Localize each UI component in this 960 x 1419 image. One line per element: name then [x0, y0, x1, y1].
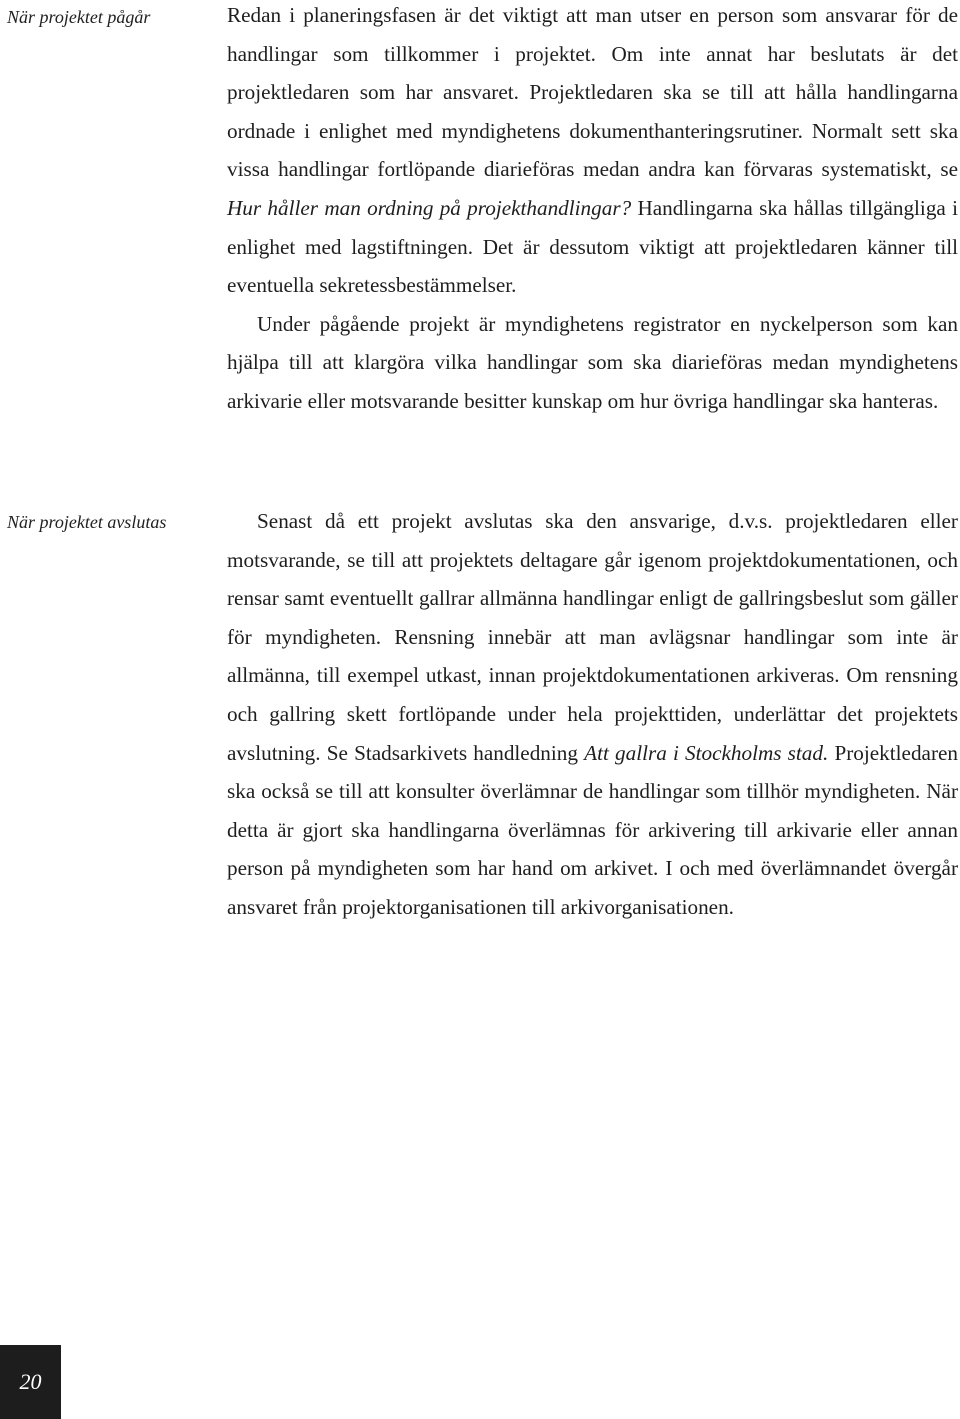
section-during-project [227, 0, 958, 421]
paragraph-text: Handlingarna ska hållas tillgängliga i enlighet med lagstiftningen. Det är dessutom viktigt att projektledaren känner till eventuella sekretessbestämmelser. [227, 195, 958, 298]
publication-reference: Hur håller man ordning på projekthandlingar? [227, 195, 632, 220]
paragraph-responsibility [227, 0, 958, 305]
margin-heading-during: När projektet pågår [7, 7, 151, 27]
paragraph-text: Senast då ett projekt avslutas ska den ansvarige, d.v.s. projektledaren eller motsvarande, se till att projektets deltagare går igenom projektdokumentationen, och rensar samt eventuellt gallrar allmänna handlingar enligt de gallringsbeslut som gäller för myndigheten. Rensning innebär att man avlägsnar handlingar som inte är allmänna, till exempel utkast, innan projektdokumentationen arkiveras. Om rensning och gallring skett fortlöpande under hela projekttiden, underlättar det projektets avslutning. Se Stadsarkivets handledning [227, 509, 958, 765]
paragraph-text: Redan i planeringsfasen är det viktigt att man utser en person som ansvarar för de handlingar som tillkommer i projektet. Om inte annat har beslutats är det projektledaren som har ansvaret. Projektledaren ska se till att hålla handlingarna ordnade i enlighet med myndighetens dokumenthanteringsrutiner. Normalt sett ska vissa handlingar fortlöpande diarieföras medan andra kan förvaras systematiskt, se [227, 3, 958, 182]
publication-reference: Att gallra i Stockholms stad. [584, 740, 829, 765]
section-project-closing [227, 502, 958, 927]
paragraph-closing [227, 502, 958, 927]
page-number: 20 [19, 1369, 42, 1394]
margin-heading-closing: När projektet avslutas [7, 512, 167, 532]
paragraph-text: Projektledaren ska också se till att konsulter överlämnar de handlingar som tillhör myndigheten. När detta är gjort ska handlingarna överlämnas för arkivering till arkivarie eller annan person på myndigheten som har hand om arkivet. I och med överlämnandet övergår ansvaret från projektorganisationen till arkivorganisationen. [227, 740, 959, 919]
paragraph-registrator: Under pågående projekt är myndighetens registrator en nyckelperson som kan hjälpa till att klargöra vilka handlingar som ska diarieföras medan myndighetens arkivarie eller motsvarande besitter kunskap om hur övriga handlingar ska hanteras. [227, 311, 958, 413]
page-number-box [0, 1345, 61, 1419]
